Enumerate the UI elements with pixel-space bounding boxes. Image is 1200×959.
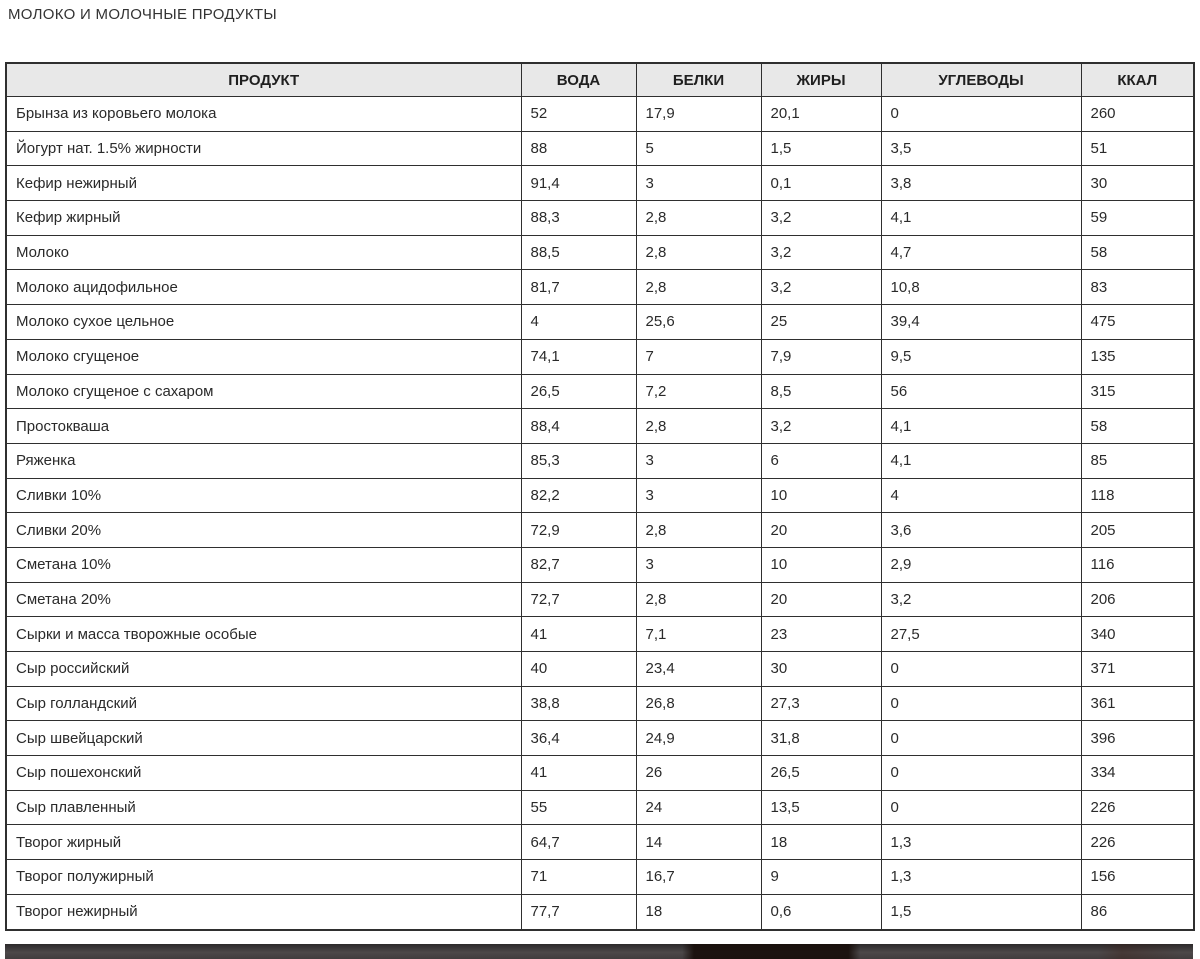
kcal-value-cell: 86 — [1081, 894, 1194, 929]
water-value-cell: 88 — [521, 131, 636, 166]
product-name-cell: Простокваша — [6, 409, 521, 444]
fats-value-cell: 0,1 — [761, 166, 881, 201]
kcal-value-cell: 396 — [1081, 721, 1194, 756]
water-value-cell: 4 — [521, 305, 636, 340]
kcal-value-cell: 116 — [1081, 547, 1194, 582]
product-name-cell: Творог полужирный — [6, 860, 521, 895]
kcal-value-cell: 59 — [1081, 201, 1194, 236]
product-name-cell: Молоко сгущеное с сахаром — [6, 374, 521, 409]
water-value-cell: 88,3 — [521, 201, 636, 236]
kcal-value-cell: 58 — [1081, 235, 1194, 270]
kcal-value-cell: 118 — [1081, 478, 1194, 513]
carbohydrates-value-cell: 4,1 — [881, 409, 1081, 444]
product-name-cell: Сыр российский — [6, 652, 521, 687]
fats-value-cell: 9 — [761, 860, 881, 895]
table-row — [6, 825, 1194, 860]
proteins-value-cell: 2,8 — [636, 270, 761, 305]
proteins-value-cell: 7,2 — [636, 374, 761, 409]
kcal-value-cell: 205 — [1081, 513, 1194, 548]
table-row — [6, 547, 1194, 582]
carbohydrates-value-cell: 3,2 — [881, 582, 1081, 617]
carbohydrates-value-cell: 0 — [881, 790, 1081, 825]
proteins-value-cell: 17,9 — [636, 97, 761, 132]
product-name-cell: Сыр пошехонский — [6, 756, 521, 791]
proteins-value-cell: 24 — [636, 790, 761, 825]
fats-value-cell: 31,8 — [761, 721, 881, 756]
proteins-value-cell: 24,9 — [636, 721, 761, 756]
carbohydrates-value-cell: 0 — [881, 721, 1081, 756]
fats-value-cell: 8,5 — [761, 374, 881, 409]
proteins-value-cell: 2,8 — [636, 409, 761, 444]
proteins-value-cell: 26,8 — [636, 686, 761, 721]
proteins-value-cell: 25,6 — [636, 305, 761, 340]
water-value-cell: 91,4 — [521, 166, 636, 201]
product-name-cell: Молоко сгущеное — [6, 339, 521, 374]
water-value-cell: 52 — [521, 97, 636, 132]
page-title: МОЛОКО И МОЛОЧНЫЕ ПРОДУКТЫ — [8, 6, 277, 23]
proteins-value-cell: 2,8 — [636, 582, 761, 617]
kcal-value-cell: 260 — [1081, 97, 1194, 132]
table-body — [6, 97, 1194, 930]
product-name-cell: Сыр швейцарский — [6, 721, 521, 756]
fats-value-cell: 6 — [761, 443, 881, 478]
fats-value-cell: 7,9 — [761, 339, 881, 374]
proteins-value-cell: 23,4 — [636, 652, 761, 687]
carbohydrates-value-cell: 9,5 — [881, 339, 1081, 374]
water-value-cell: 88,4 — [521, 409, 636, 444]
fats-value-cell: 3,2 — [761, 409, 881, 444]
water-value-cell: 36,4 — [521, 721, 636, 756]
table-row — [6, 860, 1194, 895]
carbohydrates-value-cell: 4,1 — [881, 201, 1081, 236]
proteins-value-cell: 7 — [636, 339, 761, 374]
fats-value-cell: 23 — [761, 617, 881, 652]
fats-value-cell: 27,3 — [761, 686, 881, 721]
water-value-cell: 41 — [521, 756, 636, 791]
table-row — [6, 478, 1194, 513]
table-row — [6, 374, 1194, 409]
kcal-value-cell: 85 — [1081, 443, 1194, 478]
column-header-proteins: БЕЛКИ — [636, 63, 761, 97]
kcal-value-cell: 340 — [1081, 617, 1194, 652]
carbohydrates-value-cell: 39,4 — [881, 305, 1081, 340]
proteins-value-cell: 3 — [636, 547, 761, 582]
product-name-cell: Кефир нежирный — [6, 166, 521, 201]
kcal-value-cell: 51 — [1081, 131, 1194, 166]
proteins-value-cell: 5 — [636, 131, 761, 166]
table-row — [6, 97, 1194, 132]
carbohydrates-value-cell: 3,5 — [881, 131, 1081, 166]
fats-value-cell: 1,5 — [761, 131, 881, 166]
proteins-value-cell: 18 — [636, 894, 761, 929]
product-name-cell: Творог жирный — [6, 825, 521, 860]
fats-value-cell: 0,6 — [761, 894, 881, 929]
proteins-value-cell: 2,8 — [636, 513, 761, 548]
table-row — [6, 513, 1194, 548]
carbohydrates-value-cell: 4,7 — [881, 235, 1081, 270]
product-name-cell: Сливки 20% — [6, 513, 521, 548]
table-row — [6, 235, 1194, 270]
fats-value-cell: 10 — [761, 547, 881, 582]
kcal-value-cell: 361 — [1081, 686, 1194, 721]
fats-value-cell: 25 — [761, 305, 881, 340]
water-value-cell: 81,7 — [521, 270, 636, 305]
kcal-value-cell: 371 — [1081, 652, 1194, 687]
water-value-cell: 72,7 — [521, 582, 636, 617]
carbohydrates-value-cell: 0 — [881, 756, 1081, 791]
product-name-cell: Творог нежирный — [6, 894, 521, 929]
water-value-cell: 77,7 — [521, 894, 636, 929]
product-name-cell: Йогурт нат. 1.5% жирности — [6, 131, 521, 166]
fats-value-cell: 20 — [761, 513, 881, 548]
water-value-cell: 88,5 — [521, 235, 636, 270]
water-value-cell: 74,1 — [521, 339, 636, 374]
proteins-value-cell: 3 — [636, 166, 761, 201]
proteins-value-cell: 2,8 — [636, 235, 761, 270]
table-row — [6, 790, 1194, 825]
column-header-carbohydrates: УГЛЕВОДЫ — [881, 63, 1081, 97]
carbohydrates-value-cell: 0 — [881, 652, 1081, 687]
product-name-cell: Сыр плавленный — [6, 790, 521, 825]
kcal-value-cell: 334 — [1081, 756, 1194, 791]
carbohydrates-value-cell: 4 — [881, 478, 1081, 513]
fats-value-cell: 18 — [761, 825, 881, 860]
proteins-value-cell: 3 — [636, 443, 761, 478]
table-row — [6, 409, 1194, 444]
kcal-value-cell: 206 — [1081, 582, 1194, 617]
water-value-cell: 64,7 — [521, 825, 636, 860]
table-row — [6, 305, 1194, 340]
table-row — [6, 270, 1194, 305]
product-name-cell: Сливки 10% — [6, 478, 521, 513]
proteins-value-cell: 2,8 — [636, 201, 761, 236]
carbohydrates-value-cell: 10,8 — [881, 270, 1081, 305]
product-name-cell: Молоко ацидофильное — [6, 270, 521, 305]
kcal-value-cell: 315 — [1081, 374, 1194, 409]
kcal-value-cell: 226 — [1081, 790, 1194, 825]
kcal-value-cell: 58 — [1081, 409, 1194, 444]
carbohydrates-value-cell: 3,8 — [881, 166, 1081, 201]
fats-value-cell: 3,2 — [761, 270, 881, 305]
cropped-photo-strip — [5, 944, 1193, 959]
proteins-value-cell: 7,1 — [636, 617, 761, 652]
fats-value-cell: 20,1 — [761, 97, 881, 132]
table-row — [6, 894, 1194, 929]
table-row — [6, 582, 1194, 617]
table-row — [6, 201, 1194, 236]
column-header-water: ВОДА — [521, 63, 636, 97]
carbohydrates-value-cell: 4,1 — [881, 443, 1081, 478]
water-value-cell: 55 — [521, 790, 636, 825]
water-value-cell: 82,2 — [521, 478, 636, 513]
fats-value-cell: 20 — [761, 582, 881, 617]
proteins-value-cell: 3 — [636, 478, 761, 513]
fats-value-cell: 3,2 — [761, 201, 881, 236]
product-name-cell: Ряженка — [6, 443, 521, 478]
column-header-kcal: ККАЛ — [1081, 63, 1194, 97]
carbohydrates-value-cell: 27,5 — [881, 617, 1081, 652]
water-value-cell: 40 — [521, 652, 636, 687]
carbohydrates-value-cell: 0 — [881, 97, 1081, 132]
carbohydrates-value-cell: 0 — [881, 686, 1081, 721]
fats-value-cell: 13,5 — [761, 790, 881, 825]
table-header — [6, 63, 1194, 97]
fats-value-cell: 26,5 — [761, 756, 881, 791]
table-header-row — [6, 63, 1194, 97]
proteins-value-cell: 26 — [636, 756, 761, 791]
fats-value-cell: 10 — [761, 478, 881, 513]
kcal-value-cell: 30 — [1081, 166, 1194, 201]
water-value-cell: 82,7 — [521, 547, 636, 582]
water-value-cell: 72,9 — [521, 513, 636, 548]
table-row — [6, 339, 1194, 374]
table-row — [6, 166, 1194, 201]
water-value-cell: 38,8 — [521, 686, 636, 721]
product-name-cell: Молоко сухое цельное — [6, 305, 521, 340]
table-row — [6, 686, 1194, 721]
nutrition-table — [5, 62, 1195, 931]
kcal-value-cell: 226 — [1081, 825, 1194, 860]
carbohydrates-value-cell: 1,5 — [881, 894, 1081, 929]
kcal-value-cell: 475 — [1081, 305, 1194, 340]
kcal-value-cell: 83 — [1081, 270, 1194, 305]
product-name-cell: Сырки и масса творожные особые — [6, 617, 521, 652]
carbohydrates-value-cell: 2,9 — [881, 547, 1081, 582]
fats-value-cell: 3,2 — [761, 235, 881, 270]
carbohydrates-value-cell: 3,6 — [881, 513, 1081, 548]
table-row — [6, 617, 1194, 652]
product-name-cell: Сыр голландский — [6, 686, 521, 721]
product-name-cell: Брынза из коровьего молока — [6, 97, 521, 132]
fats-value-cell: 30 — [761, 652, 881, 687]
table-row — [6, 131, 1194, 166]
kcal-value-cell: 135 — [1081, 339, 1194, 374]
proteins-value-cell: 16,7 — [636, 860, 761, 895]
water-value-cell: 26,5 — [521, 374, 636, 409]
water-value-cell: 71 — [521, 860, 636, 895]
table-row — [6, 443, 1194, 478]
table-row — [6, 756, 1194, 791]
table-row — [6, 721, 1194, 756]
water-value-cell: 85,3 — [521, 443, 636, 478]
kcal-value-cell: 156 — [1081, 860, 1194, 895]
product-name-cell: Молоко — [6, 235, 521, 270]
carbohydrates-value-cell: 1,3 — [881, 825, 1081, 860]
table-row — [6, 652, 1194, 687]
column-header-product: ПРОДУКТ — [6, 63, 521, 97]
product-name-cell: Сметана 20% — [6, 582, 521, 617]
proteins-value-cell: 14 — [636, 825, 761, 860]
carbohydrates-value-cell: 1,3 — [881, 860, 1081, 895]
column-header-fats: ЖИРЫ — [761, 63, 881, 97]
product-name-cell: Кефир жирный — [6, 201, 521, 236]
water-value-cell: 41 — [521, 617, 636, 652]
product-name-cell: Сметана 10% — [6, 547, 521, 582]
carbohydrates-value-cell: 56 — [881, 374, 1081, 409]
